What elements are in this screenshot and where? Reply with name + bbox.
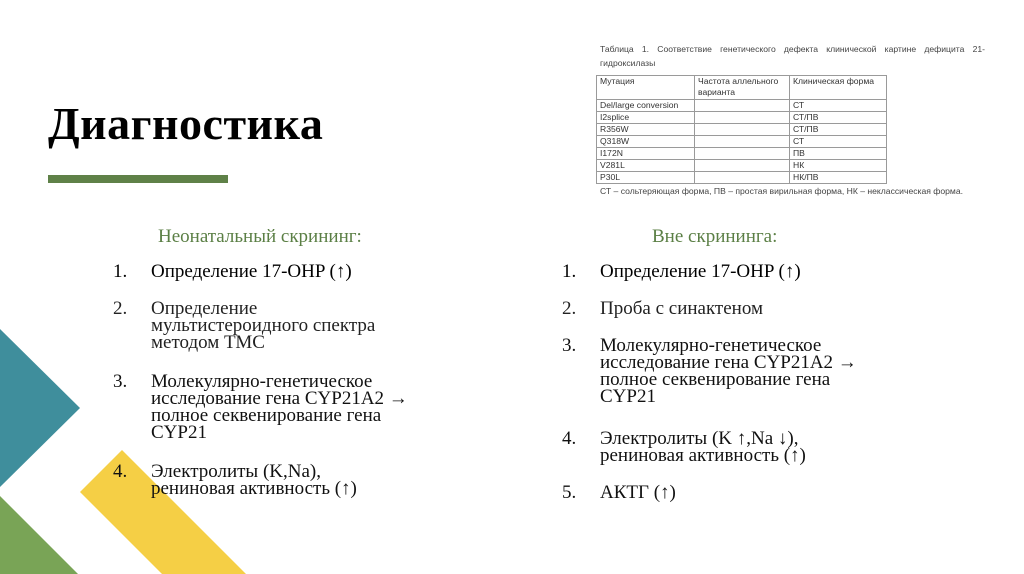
table-cell: СТ/ПВ [790, 112, 887, 124]
list-item [562, 430, 872, 484]
table-cell [695, 172, 790, 184]
table-cell [695, 112, 790, 124]
list-number: 5. [562, 482, 577, 503]
table-cell [695, 100, 790, 112]
left-column-list [113, 263, 413, 497]
table-header-cell: Мутация [597, 76, 695, 100]
left-column-heading: Неонатальный скрининг: [158, 226, 362, 247]
table-row [597, 172, 887, 184]
table-cell: R356W [597, 124, 695, 136]
table-cell: I172N [597, 148, 695, 160]
table-header-cell: Частота аллельного варианта [695, 76, 790, 100]
table-cell [695, 136, 790, 148]
list-text: Определение мультистероидного спектра методом ТМС [151, 298, 376, 353]
list-text: АКТГ (↑) [600, 482, 676, 503]
table-row [597, 124, 887, 136]
list-text: Электролиты (K ↑,Na ↓), рениновая активность (↑) [600, 428, 806, 466]
table-row [597, 136, 887, 148]
list-number: 3. [562, 335, 577, 356]
teal-triangle-shape [0, 329, 80, 487]
table-cell: НК/ПВ [790, 172, 887, 184]
right-column-list [562, 263, 872, 501]
table-row [597, 148, 887, 160]
list-item [562, 263, 872, 300]
table-cell: СТ [790, 100, 887, 112]
list-item [562, 484, 872, 501]
table-header-cell: Клиническая форма [790, 76, 887, 100]
list-number: 3. [113, 371, 128, 392]
table-header-row [597, 76, 887, 100]
list-number: 4. [562, 428, 577, 449]
table-cell: I2splice [597, 112, 695, 124]
list-text: Определение 17-OHP (↑) [151, 261, 352, 282]
list-text: Проба с синактеном [600, 298, 764, 319]
list-item [113, 373, 413, 463]
table-cell: СТ/ПВ [790, 124, 887, 136]
list-item [562, 337, 872, 430]
table-cell: V281L [597, 160, 695, 172]
list-text: Определение 17-OHP (↑) [600, 261, 801, 282]
table-row [597, 100, 887, 112]
table-cell: НК [790, 160, 887, 172]
list-item [113, 300, 413, 373]
list-text: Электролиты (K,Na), рениновая активность (↑) [151, 461, 357, 499]
mutation-table [596, 75, 887, 184]
table-caption: Таблица 1. Соответствие генетического дефекта клинической картине дефицита 21-гидроксилазы [600, 44, 985, 68]
table-footnote: СТ – сольтеряющая форма, ПВ – простая вирильная форма, НК – неклассическая форма. [600, 186, 964, 196]
list-text: Молекулярно-генетическое исследование гена CYP21A2 → полное секвенирование гена CYP21 [151, 371, 408, 443]
right-column-heading: Вне скрининга: [652, 226, 778, 247]
table-cell [695, 148, 790, 160]
green-triangle-shape [0, 496, 78, 574]
list-number: 4. [113, 461, 128, 482]
title-underline-bar [48, 175, 228, 183]
table-cell: Del/large conversion [597, 100, 695, 112]
table-cell: P30L [597, 172, 695, 184]
list-item [113, 263, 413, 300]
list-text: Молекулярно-генетическое исследование гена CYP21A2 → полное секвенирование гена CYP21 [600, 335, 857, 407]
table-cell: Q318W [597, 136, 695, 148]
table-cell: СТ [790, 136, 887, 148]
table-cell [695, 124, 790, 136]
table-row [597, 160, 887, 172]
list-number: 2. [113, 298, 128, 319]
table-cell: ПВ [790, 148, 887, 160]
list-number: 2. [562, 298, 577, 319]
list-item [113, 463, 413, 497]
list-item [562, 300, 872, 337]
table-cell [695, 160, 790, 172]
table-row [597, 112, 887, 124]
list-number: 1. [562, 261, 577, 282]
slide-title: Диагностика [48, 98, 324, 149]
list-number: 1. [113, 261, 128, 282]
